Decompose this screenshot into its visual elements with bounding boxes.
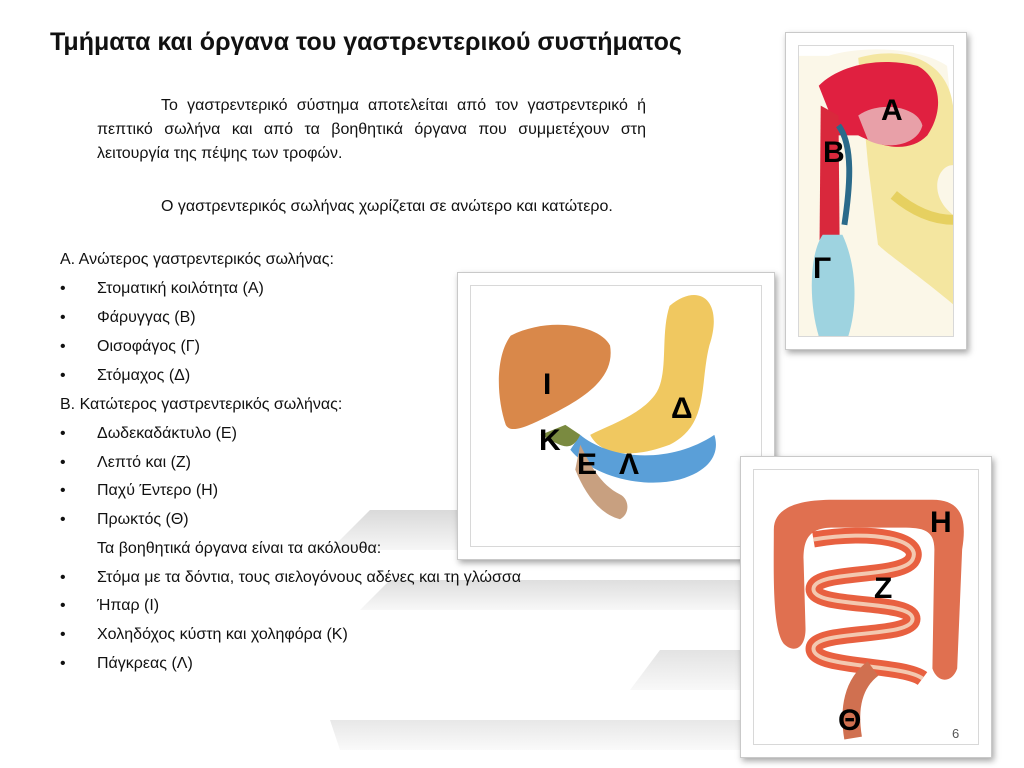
page-number: 6 — [952, 726, 960, 741]
bullet-marker: • — [60, 425, 66, 442]
label-esophagus: Γ — [813, 252, 832, 285]
label-small-intestine: Ζ — [874, 572, 893, 605]
label-anus: Θ — [838, 704, 862, 737]
bullet-marker: • — [60, 511, 66, 528]
intro-paragraph: Το γαστρεντερικό σύστημα αποτελείται από τον γαστρεντερικό ή πεπτικό σωλήνα και από τα βοηθητικά όργανα που συμμετέχουν στη λειτουργία της πέψης των τροφών. — [97, 97, 646, 162]
bullet-marker: • — [60, 309, 66, 326]
head-anatomy-drawing — [799, 46, 953, 336]
division-paragraph: Ο γαστρεντερικός σωλήνας χωρίζεται σε ανώτερο και κατώτερο. — [161, 198, 613, 215]
list-item: • Στοματική κοιλότητα (Α) — [60, 277, 264, 301]
slide-title: Τμήματα και όργανα του γαστρεντερικού συστήματος — [50, 28, 682, 56]
intestines-figure — [740, 456, 992, 758]
list-item: • Λεπτό και (Ζ) — [60, 451, 191, 475]
label-large-intestine: Η — [930, 506, 952, 539]
head-anatomy-figure — [785, 32, 967, 350]
bullet-marker: • — [60, 454, 66, 471]
abdominal-organs-figure — [457, 272, 775, 560]
list-item: • Ήπαρ (Ι) — [60, 594, 159, 618]
bullet-marker: • — [60, 626, 66, 643]
label-pancreas: Λ — [619, 448, 640, 481]
bullet-marker: • — [60, 655, 66, 672]
label-pharynx: Β — [823, 136, 845, 169]
bullet-marker: • — [60, 569, 66, 586]
bullet-marker: • — [60, 597, 66, 614]
abdominal-organs-drawing — [471, 286, 761, 546]
list-item: • Δωδεκαδάκτυλο (Ε) — [60, 422, 237, 446]
list-item: • Οισοφάγος (Γ) — [60, 335, 200, 359]
label-stomach: Δ — [671, 392, 693, 425]
bullet-marker: • — [60, 338, 66, 355]
list-item: • Στόμα με τα δόντια, τους σιελογόνους αδένες και τη γλώσσα — [60, 566, 521, 590]
list-item: • Στόμαχος (Δ) — [60, 364, 190, 388]
list-item: • Πρωκτός (Θ) — [60, 508, 189, 532]
lower-tract-heading: Β. Κατώτερος γαστρεντερικός σωλήνας: — [60, 396, 343, 413]
list-item: • Παχύ Έντερο (Η) — [60, 479, 218, 503]
bullet-marker: • — [60, 367, 66, 384]
bullet-marker: • — [60, 280, 66, 297]
list-item: • Χοληδόχος κύστη και χοληφόρα (Κ) — [60, 623, 348, 647]
label-duodenum: Ε — [577, 448, 598, 481]
accessory-organs-heading: Τα βοηθητικά όργανα είναι τα ακόλουθα: — [97, 540, 382, 557]
upper-tract-heading: Α. Ανώτερος γαστρεντερικός σωλήνας: — [60, 251, 334, 268]
list-item: • Πάγκρεας (Λ) — [60, 652, 193, 676]
label-liver: Ι — [543, 368, 552, 401]
list-item: • Φάρυγγας (Β) — [60, 306, 196, 330]
bullet-marker: • — [60, 482, 66, 499]
label-gallbladder: Κ — [539, 424, 561, 457]
label-mouth: Α — [881, 94, 903, 127]
